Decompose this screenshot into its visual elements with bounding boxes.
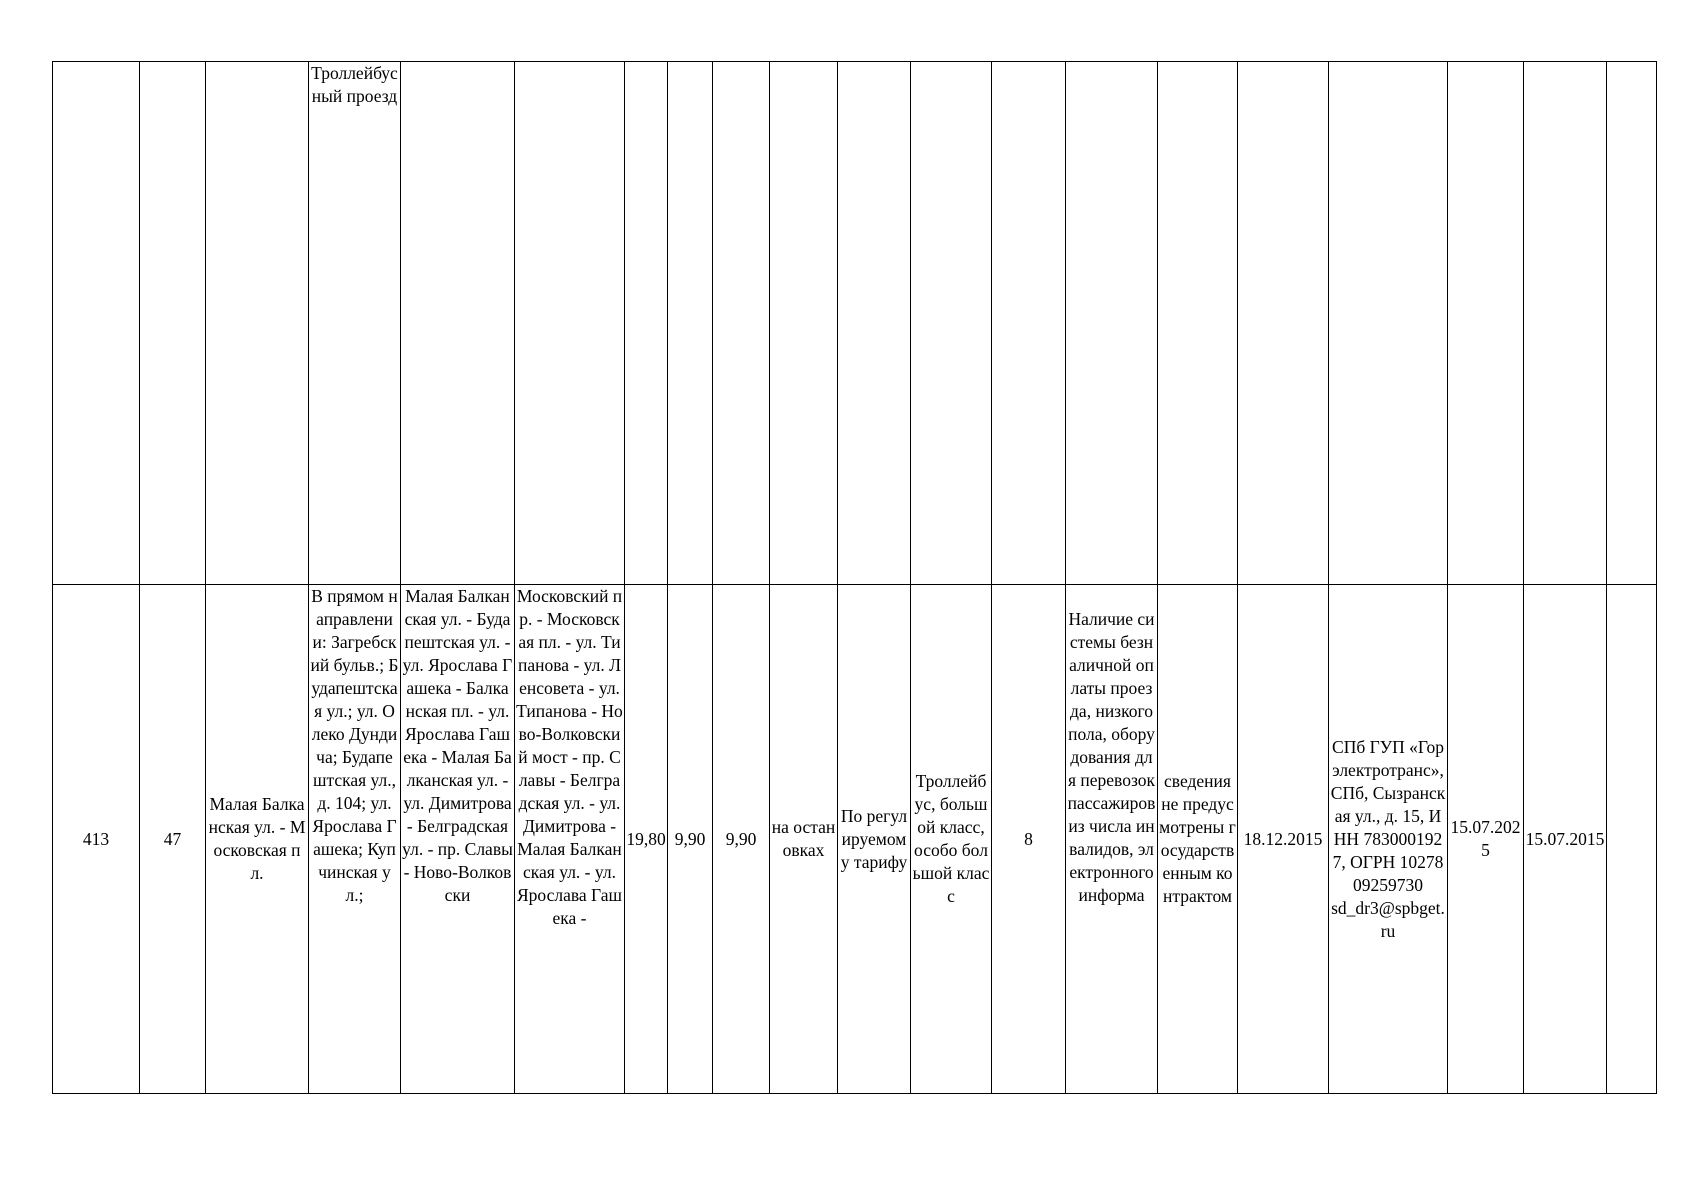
vehicle-class-cell: Троллейбус, большой класс, особо большой класс: [911, 585, 992, 1094]
streets-forward-continuation-cell: Троллейбусный проезд: [309, 62, 401, 585]
cell: [838, 62, 911, 585]
cell: [992, 62, 1066, 585]
cell: [668, 62, 713, 585]
empty-cell: [1607, 585, 1657, 1094]
cell: [625, 62, 668, 585]
tariff-cell: По регулируемому тарифу: [838, 585, 911, 1094]
streets-forward-cell: В прямом направлении: Загребский бульв.; Будапештская ул.; ул. Олеко Дундича; Будапештская ул., д. 104; ул. Ярослава Гашека; Купчинская ул.;: [309, 585, 401, 1094]
cell: [911, 62, 992, 585]
length-backward-cell: 9,90: [713, 585, 770, 1094]
cell: [53, 62, 140, 585]
cell: [1329, 62, 1448, 585]
carrier-email: sd_dr3@spbget.ru: [1331, 897, 1445, 941]
cell: [1607, 62, 1657, 585]
cell: [1448, 62, 1524, 585]
length-total-cell: 19,80: [625, 585, 668, 1094]
stops-backward-cell: Московский пр. - Московская пл. - ул. Типанова - ул. Ленсовета - ул. Типанова - Ново-Волковский мост - пр. Славы - Белградская ул. - ул. Димитрова - Малая Балканская ул. - ул. Ярослава Гашека -: [515, 585, 625, 1094]
cell: [206, 62, 309, 585]
cell: [713, 62, 770, 585]
cell: [1238, 62, 1329, 585]
vehicle-count-cell: 8: [992, 585, 1066, 1094]
cell: [770, 62, 838, 585]
carrier-name: СПб ГУП «Горэлектротранс», СПб, Сызранская ул., д. 15, ИНН 7830001927, ОГРН 1027809259730: [1330, 736, 1446, 895]
date-b-cell: 15.07.2015: [1524, 585, 1607, 1094]
stops-forward-cell: Малая Балканская ул. - Будапештская ул. - ул. Ярослава Гашека - Балканская пл. - ул. Ярослава Гашека - Малая Балканская ул. - ул. Димитрова - Белградская ул. - пр. Славы - Ново-Волковски: [401, 585, 515, 1094]
route-name-cell: Малая Балканская ул. - Московская пл.: [206, 585, 309, 1094]
cell: [140, 62, 206, 585]
route-registry-table: [52, 61, 1657, 1094]
date-a-cell: 15.07.2025: [1448, 585, 1524, 1094]
boarding-order-cell: на остановках: [770, 585, 838, 1094]
table-row-route-47: [53, 585, 1657, 1094]
cell: [1524, 62, 1607, 585]
cell: [1066, 62, 1158, 585]
contract-info-cell: сведения не предусмотрены государственным контрактом: [1158, 585, 1238, 1094]
cell: [515, 62, 625, 585]
cell: [401, 62, 515, 585]
cell: [1158, 62, 1238, 585]
vehicle-features-cell: Наличие системы безналичной оплаты проезда, низкого пола, оборудования для перевозок пассажиров из числа инвалидов, электронного информа: [1066, 585, 1158, 1094]
start-date-cell: 18.12.2015: [1238, 585, 1329, 1094]
reg-number-cell: 413: [53, 585, 140, 1094]
table-row-continuation: [53, 62, 1657, 585]
carrier-cell: [1329, 585, 1448, 1094]
route-number-cell: 47: [140, 585, 206, 1094]
length-forward-cell: 9,90: [668, 585, 713, 1094]
